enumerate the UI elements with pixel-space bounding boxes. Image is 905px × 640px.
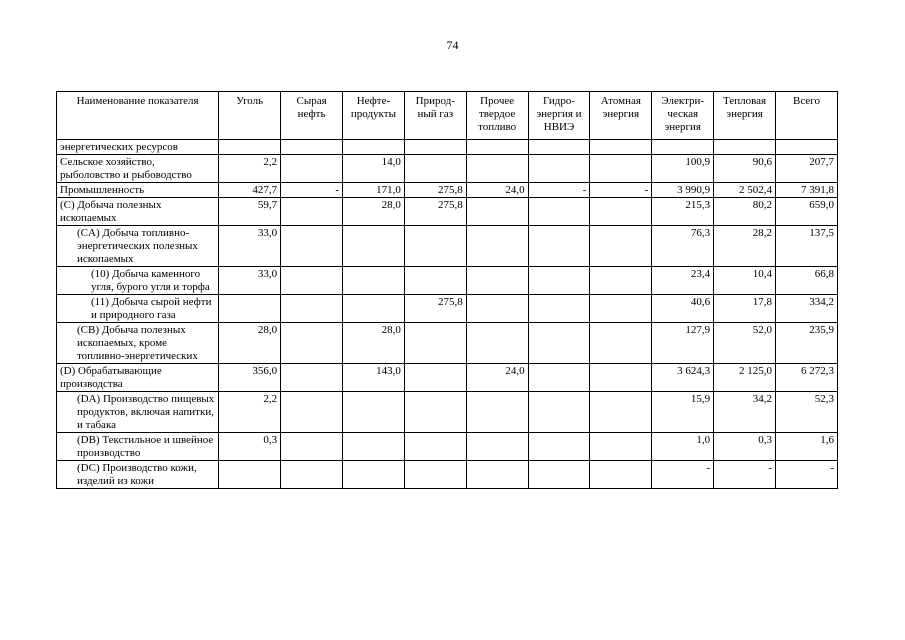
column-header: Природ-ный газ bbox=[404, 92, 466, 140]
value-cell bbox=[343, 392, 405, 433]
value-cell bbox=[281, 198, 343, 226]
value-cell: 2,2 bbox=[219, 155, 281, 183]
page-number: 74 bbox=[446, 38, 459, 52]
column-header: Сырая нефть bbox=[281, 92, 343, 140]
continuation-row bbox=[57, 140, 838, 155]
value-cell: - bbox=[776, 461, 838, 489]
value-cell: 0,3 bbox=[219, 433, 281, 461]
value-cell: - bbox=[652, 461, 714, 489]
value-cell: 59,7 bbox=[219, 198, 281, 226]
table-row bbox=[57, 267, 838, 295]
value-cell: 28,0 bbox=[343, 323, 405, 364]
table-row bbox=[57, 183, 838, 198]
value-cell bbox=[281, 226, 343, 267]
table-row bbox=[57, 364, 838, 392]
continuation-cell: энергетических ресурсов bbox=[57, 140, 219, 155]
value-cell bbox=[404, 267, 466, 295]
column-header: Нефте-продукты bbox=[343, 92, 405, 140]
value-cell: 10,4 bbox=[714, 267, 776, 295]
value-cell: 80,2 bbox=[714, 198, 776, 226]
value-cell: 275,8 bbox=[404, 295, 466, 323]
column-header: Всего bbox=[776, 92, 838, 140]
value-cell: - bbox=[281, 183, 343, 198]
value-cell: 33,0 bbox=[219, 267, 281, 295]
value-cell bbox=[590, 295, 652, 323]
value-cell bbox=[281, 155, 343, 183]
value-cell: 90,6 bbox=[714, 155, 776, 183]
value-cell: 0,3 bbox=[714, 433, 776, 461]
value-cell bbox=[528, 392, 590, 433]
value-cell bbox=[281, 364, 343, 392]
value-cell bbox=[466, 267, 528, 295]
value-cell: 137,5 bbox=[776, 226, 838, 267]
value-cell: 1,0 bbox=[652, 433, 714, 461]
value-cell bbox=[528, 267, 590, 295]
header-row bbox=[57, 92, 838, 140]
value-cell bbox=[404, 392, 466, 433]
value-cell bbox=[466, 226, 528, 267]
value-cell: 334,2 bbox=[776, 295, 838, 323]
value-cell: 207,7 bbox=[776, 155, 838, 183]
value-cell bbox=[528, 226, 590, 267]
value-cell: 52,3 bbox=[776, 392, 838, 433]
value-cell: 28,2 bbox=[714, 226, 776, 267]
value-cell bbox=[466, 295, 528, 323]
table-header bbox=[57, 92, 838, 140]
value-cell bbox=[528, 461, 590, 489]
energy-table bbox=[56, 91, 838, 489]
value-cell bbox=[466, 433, 528, 461]
value-cell: 3 990,9 bbox=[652, 183, 714, 198]
value-cell: 659,0 bbox=[776, 198, 838, 226]
value-cell: 275,8 bbox=[404, 198, 466, 226]
value-cell: 23,4 bbox=[652, 267, 714, 295]
row-label: (DC) Производство кожи, изделий из кожи bbox=[57, 461, 219, 489]
column-header: Гидро-энергия и НВИЭ bbox=[528, 92, 590, 140]
value-cell: 215,3 bbox=[652, 198, 714, 226]
value-cell bbox=[219, 295, 281, 323]
value-cell: 15,9 bbox=[652, 392, 714, 433]
value-cell bbox=[466, 323, 528, 364]
value-cell: 7 391,8 bbox=[776, 183, 838, 198]
value-cell bbox=[590, 226, 652, 267]
value-cell bbox=[466, 461, 528, 489]
value-cell bbox=[404, 461, 466, 489]
value-cell: 33,0 bbox=[219, 226, 281, 267]
table-row bbox=[57, 461, 838, 489]
value-cell bbox=[281, 295, 343, 323]
value-cell bbox=[281, 392, 343, 433]
value-cell bbox=[343, 226, 405, 267]
column-header: Атомная энергия bbox=[590, 92, 652, 140]
value-cell bbox=[281, 323, 343, 364]
table-body bbox=[57, 140, 838, 489]
table-row bbox=[57, 198, 838, 226]
table-row bbox=[57, 155, 838, 183]
table-row bbox=[57, 392, 838, 433]
value-cell: 17,8 bbox=[714, 295, 776, 323]
value-cell bbox=[528, 364, 590, 392]
row-label: (CA) Добыча топливно-энергетических полезных ископаемых bbox=[57, 226, 219, 267]
value-cell: 2 502,4 bbox=[714, 183, 776, 198]
value-cell bbox=[590, 198, 652, 226]
value-cell: 24,0 bbox=[466, 364, 528, 392]
row-label: (DB) Текстильное и швейное производство bbox=[57, 433, 219, 461]
value-cell bbox=[590, 323, 652, 364]
row-label: (11) Добыча сырой нефти и природного газа bbox=[57, 295, 219, 323]
value-cell bbox=[590, 364, 652, 392]
value-cell: - bbox=[590, 183, 652, 198]
value-cell bbox=[528, 323, 590, 364]
row-label: (CB) Добыча полезных ископаемых, кроме топливно-энергетических bbox=[57, 323, 219, 364]
table-row bbox=[57, 323, 838, 364]
value-cell bbox=[590, 433, 652, 461]
value-cell: 28,0 bbox=[219, 323, 281, 364]
value-cell: 34,2 bbox=[714, 392, 776, 433]
row-label: (C) Добыча полезных ископаемых bbox=[57, 198, 219, 226]
value-cell: 52,0 bbox=[714, 323, 776, 364]
value-cell bbox=[528, 295, 590, 323]
value-cell: 24,0 bbox=[466, 183, 528, 198]
table-row bbox=[57, 226, 838, 267]
value-cell bbox=[404, 155, 466, 183]
table-row bbox=[57, 433, 838, 461]
value-cell: 275,8 bbox=[404, 183, 466, 198]
value-cell bbox=[219, 461, 281, 489]
column-header: Электри-ческая энергия bbox=[652, 92, 714, 140]
value-cell bbox=[404, 323, 466, 364]
value-cell: 76,3 bbox=[652, 226, 714, 267]
column-header: Наименование показателя bbox=[57, 92, 219, 140]
table-row bbox=[57, 295, 838, 323]
value-cell: 171,0 bbox=[343, 183, 405, 198]
value-cell bbox=[466, 392, 528, 433]
value-cell bbox=[590, 392, 652, 433]
value-cell bbox=[281, 267, 343, 295]
row-label: (DA) Производство пищевых продуктов, включая напитки, и табака bbox=[57, 392, 219, 433]
value-cell bbox=[590, 267, 652, 295]
value-cell bbox=[528, 433, 590, 461]
value-cell: 127,9 bbox=[652, 323, 714, 364]
value-cell bbox=[528, 198, 590, 226]
value-cell bbox=[343, 295, 405, 323]
value-cell: 143,0 bbox=[343, 364, 405, 392]
value-cell: 2 125,0 bbox=[714, 364, 776, 392]
row-label: (10) Добыча каменного угля, бурого угля и торфа bbox=[57, 267, 219, 295]
value-cell: 28,0 bbox=[343, 198, 405, 226]
value-cell: 427,7 bbox=[219, 183, 281, 198]
value-cell bbox=[466, 155, 528, 183]
value-cell: 40,6 bbox=[652, 295, 714, 323]
value-cell bbox=[343, 433, 405, 461]
value-cell bbox=[343, 267, 405, 295]
value-cell bbox=[404, 433, 466, 461]
value-cell bbox=[466, 198, 528, 226]
column-header: Уголь bbox=[219, 92, 281, 140]
value-cell: 14,0 bbox=[343, 155, 405, 183]
value-cell: - bbox=[528, 183, 590, 198]
value-cell: 6 272,3 bbox=[776, 364, 838, 392]
column-header: Прочее твердое топливо bbox=[466, 92, 528, 140]
row-label: Сельское хозяйство, рыболовство и рыбоводство bbox=[57, 155, 219, 183]
row-label: (D) Обрабатывающие производства bbox=[57, 364, 219, 392]
row-label: Промышленность bbox=[57, 183, 219, 198]
column-header: Тепловая энергия bbox=[714, 92, 776, 140]
value-cell bbox=[404, 226, 466, 267]
value-cell: 235,9 bbox=[776, 323, 838, 364]
value-cell bbox=[528, 155, 590, 183]
value-cell: 1,6 bbox=[776, 433, 838, 461]
value-cell bbox=[590, 461, 652, 489]
value-cell bbox=[404, 364, 466, 392]
value-cell: 356,0 bbox=[219, 364, 281, 392]
value-cell bbox=[281, 433, 343, 461]
value-cell: 100,9 bbox=[652, 155, 714, 183]
value-cell: 2,2 bbox=[219, 392, 281, 433]
value-cell: - bbox=[714, 461, 776, 489]
value-cell bbox=[343, 461, 405, 489]
value-cell bbox=[281, 461, 343, 489]
value-cell: 66,8 bbox=[776, 267, 838, 295]
value-cell: 3 624,3 bbox=[652, 364, 714, 392]
value-cell bbox=[590, 155, 652, 183]
